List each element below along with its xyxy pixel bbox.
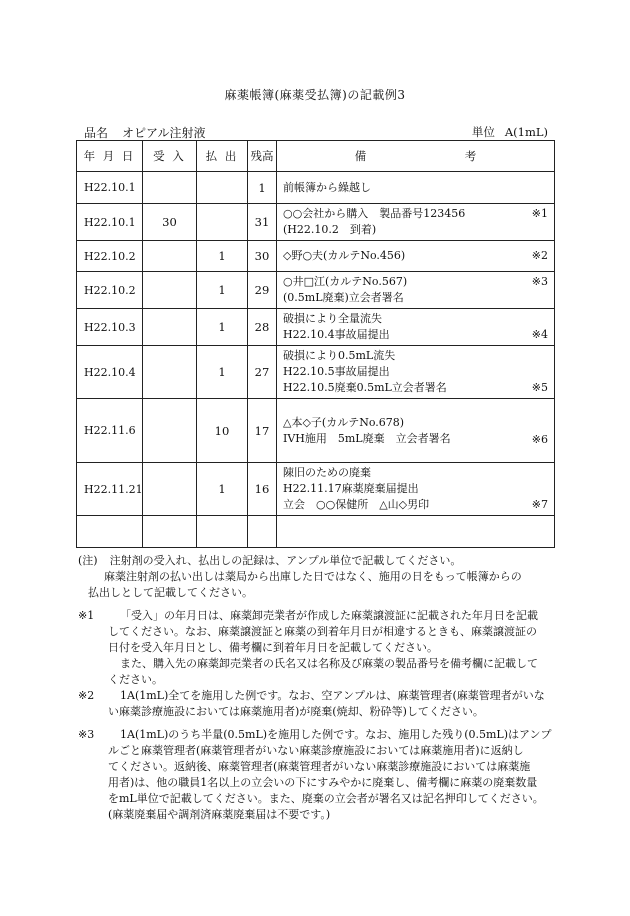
notes-section	[78, 553, 558, 823]
footnote-label: ※3	[78, 728, 95, 741]
row-received	[143, 463, 197, 516]
footnote-line: をmL単位で記載してください。また、廃棄の立会者が署名又は記名押印してください。	[108, 792, 544, 805]
note-line: H22.10.5事故届提出	[283, 365, 390, 378]
row-balance: 28	[248, 309, 277, 346]
row-balance: 1	[248, 172, 277, 204]
footnote-mark: ※4	[531, 328, 548, 341]
footnote-line: 日付を受入年月日とし、備考欄に到着年月日を記載してください。	[108, 641, 438, 654]
product-line	[84, 124, 206, 141]
row-notes	[277, 204, 555, 241]
empty-cell	[277, 516, 555, 548]
product-name: オピアル注射液	[122, 126, 206, 140]
row-issued: 10	[197, 399, 248, 463]
row-balance: 31	[248, 204, 277, 241]
empty-cell	[143, 516, 197, 548]
row-received	[143, 346, 197, 399]
note-line: H22.10.5廃棄0.5mL立会者署名	[283, 381, 447, 394]
row-date: H22.10.1	[77, 172, 143, 204]
footnote-3	[78, 727, 558, 823]
note-line: 立会 ○○保健所 △山◇男印	[283, 498, 430, 511]
row-notes	[277, 346, 555, 399]
row-notes	[277, 463, 555, 516]
footnote-mark: ※7	[531, 498, 548, 511]
footnote-line: また、購入先の麻薬卸売業者の氏名又は名称及び麻薬の製品番号を備考欄に記載して	[120, 657, 538, 670]
row-received: 30	[143, 204, 197, 241]
row-issued: 1	[197, 463, 248, 516]
empty-cell	[77, 516, 143, 548]
unit-line	[472, 124, 548, 140]
footnote-mark: ※6	[531, 433, 548, 446]
row-balance: 29	[248, 272, 277, 309]
row-balance: 16	[248, 463, 277, 516]
footnote-line: してください。なお、麻薬譲渡証と麻薬の到着年月日が相違するときも、麻薬譲渡証の	[108, 625, 537, 638]
footnote-line: (麻薬廃棄届や調剤済麻薬廃棄届は不要です。)	[108, 808, 331, 821]
row-received	[143, 172, 197, 204]
note-line: H22.10.4事故届提出	[283, 328, 390, 341]
table-header-row	[77, 141, 555, 172]
row-notes	[277, 241, 555, 272]
note-line: 陳旧のための廃棄	[283, 466, 371, 479]
product-label: 品名	[84, 126, 109, 140]
row-issued: 1	[197, 272, 248, 309]
header-balance: 残高	[248, 141, 277, 172]
table-row	[77, 463, 555, 516]
note-line: 破損により全量流失	[283, 312, 382, 325]
intro-note	[78, 553, 558, 569]
footnote-2	[78, 688, 558, 720]
table-row	[77, 346, 555, 399]
header-notes-a: 備	[354, 149, 367, 163]
row-balance: 17	[248, 399, 277, 463]
row-issued: 1	[197, 241, 248, 272]
table-row	[77, 204, 555, 241]
note-line: ○○会社から購入 製品番号123456	[283, 207, 466, 220]
row-issued	[197, 204, 248, 241]
footnote-line: 「受入」の年月日は、麻薬卸売業者が作成した麻薬譲渡証に記載された年月日を記載	[120, 609, 538, 622]
intro-cont: 払出しとして記載してください。	[88, 586, 253, 599]
row-date: H22.11.21	[77, 463, 143, 516]
empty-cell	[197, 516, 248, 548]
row-balance: 30	[248, 241, 277, 272]
row-notes	[277, 272, 555, 309]
footnote-label: ※1	[78, 609, 95, 622]
footnote-label: ※2	[78, 689, 95, 702]
note-line: ◇野○夫(カルテNo.456)	[283, 249, 406, 262]
note-line: 破損により0.5mL流失	[283, 349, 396, 362]
footnote-1	[78, 608, 558, 688]
row-issued	[197, 172, 248, 204]
footnote-line: ください。	[108, 673, 163, 686]
note-line: IVH施用 5mL廃棄 立会者署名	[283, 431, 451, 445]
footnote-line: ルごと麻薬管理者(麻薬管理者がいない麻薬診療施設においては麻薬施用者)に返納し	[108, 744, 524, 757]
row-date: H22.11.6	[77, 399, 143, 463]
note-line: ○井□江(カルテNo.567)	[283, 275, 408, 288]
table-row-empty	[77, 516, 555, 548]
table-row	[77, 399, 555, 463]
footnote-line: 用者)は、他の職員1名以上の立会いの下にすみやかに廃棄し、備考欄に麻薬の廃棄数量	[108, 776, 538, 789]
row-received	[143, 272, 197, 309]
intro-label: (注)	[78, 554, 98, 567]
footnote-mark: ※3	[531, 275, 548, 288]
row-issued: 1	[197, 309, 248, 346]
header-date: 年 月 日	[77, 141, 143, 172]
header-issued: 払 出	[197, 141, 248, 172]
row-date: H22.10.2	[77, 272, 143, 309]
footnote-line: 1A(1mL)全てを施用した例です。なお、空アンプルは、麻薬管理者(麻薬管理者がいな	[120, 689, 545, 702]
note-line: △本◇子(カルテNo.678)	[283, 415, 405, 429]
table-row	[77, 309, 555, 346]
row-notes	[277, 399, 555, 463]
row-notes	[277, 172, 555, 204]
intro-text: 注射剤の受入れ、払出しの記録は、アンプル単位で記載してください。	[109, 554, 462, 567]
unit-value: A(1mL)	[504, 125, 548, 139]
footnote-line: い麻薬診療施設においては麻薬施用者)が廃棄(焼却、粉砕等)してください。	[108, 705, 484, 718]
row-received	[143, 399, 197, 463]
table-row	[77, 272, 555, 309]
note-line: (H22.10.2 到着)	[283, 223, 377, 236]
note-line: H22.11.17麻薬廃棄届提出	[283, 482, 419, 495]
row-balance: 27	[248, 346, 277, 399]
header-received: 受 入	[143, 141, 197, 172]
row-notes	[277, 309, 555, 346]
header-notes-b: 考	[464, 149, 477, 163]
row-date: H22.10.4	[77, 346, 143, 399]
header-notes	[277, 141, 555, 172]
footnote-line: 1A(1mL)のうち半量(0.5mL)を施用した例です。なお、施用した残り(0.5mL)はアンプ	[120, 728, 552, 741]
table-row	[77, 241, 555, 272]
footnote-mark: ※5	[531, 381, 548, 394]
note-line: 前帳簿から繰越し	[283, 180, 371, 194]
footnote-mark: ※1	[531, 207, 548, 220]
table-row	[77, 172, 555, 204]
footnote-mark: ※2	[531, 249, 548, 262]
row-received	[143, 309, 197, 346]
unit-label: 単位	[471, 125, 495, 139]
empty-cell	[248, 516, 277, 548]
footnote-line: てください。返納後、麻薬管理者(麻薬管理者がいない麻薬診療施設においては麻薬施	[108, 760, 531, 773]
document-title: 麻薬帳簿(麻薬受払簿)の記載例3	[224, 88, 406, 102]
row-received	[143, 241, 197, 272]
row-date: H22.10.2	[77, 241, 143, 272]
note-line: (0.5mL廃棄)立会者署名	[283, 291, 404, 304]
row-date: H22.10.1	[77, 204, 143, 241]
intro-cont: 麻薬注射剤の払い出しは薬局から出庫した日ではなく、施用の日をもって帳簿からの	[104, 570, 522, 583]
row-date: H22.10.3	[77, 309, 143, 346]
narcotics-ledger-table	[76, 140, 555, 548]
row-issued: 1	[197, 346, 248, 399]
